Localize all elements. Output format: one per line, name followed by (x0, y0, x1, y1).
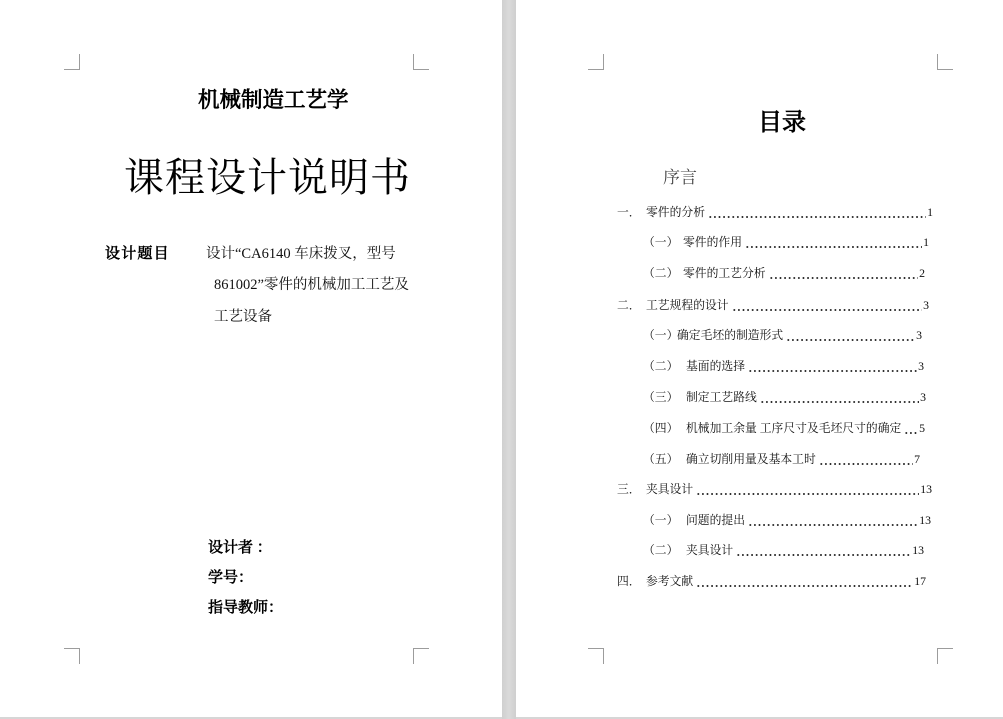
toc-entry-number: 三． (617, 482, 641, 496)
toc-entry-page: 3 (920, 390, 926, 404)
toc-leader-dots (748, 512, 918, 528)
toc-entry-page: 5 (919, 421, 925, 435)
corner-mark-bottom-right (937, 648, 953, 664)
toc-entry-title: 确立切削用量及基本工时 (686, 452, 816, 466)
toc-entry-page: 13 (912, 543, 924, 557)
topic-line: 861002”零件的机械加工工艺及 (214, 277, 409, 293)
toc-entry-title: 零件的工艺分析 (683, 266, 766, 280)
topic-line: 工艺设备 (214, 309, 272, 325)
cover-title: 机械制造工艺学 (198, 88, 349, 112)
page-gap (502, 0, 516, 719)
corner-mark-bottom-right (413, 648, 429, 664)
toc-leader-dots (786, 327, 915, 343)
toc-leader-dots (819, 451, 913, 467)
corner-mark-bottom-left (64, 648, 80, 664)
toc-entry[interactable] (643, 234, 929, 250)
toc-entry[interactable] (643, 265, 925, 281)
advisor-label: 指导教师： (208, 600, 284, 616)
toc-entry-number: 一． (617, 205, 641, 219)
corner-mark-bottom-left (588, 648, 604, 664)
toc-entry-number: （二） (643, 543, 679, 557)
toc-entry-page: 1 (923, 235, 929, 249)
toc-entry-page: 17 (914, 574, 926, 588)
corner-mark-top-right (413, 54, 429, 70)
toc-entry[interactable] (643, 358, 924, 374)
toc-entry-title: 零件的分析 (646, 205, 705, 219)
page-cover[interactable] (0, 0, 502, 717)
toc-leader-dots (708, 204, 926, 220)
toc-entry[interactable] (643, 389, 926, 405)
toc-entry-number: （一） (643, 328, 679, 342)
toc-entry[interactable] (617, 297, 929, 313)
toc-entry-title: 参考文献 (646, 574, 694, 588)
toc-entry-page: 2 (919, 266, 925, 280)
toc-leader-dots (696, 481, 919, 497)
toc-entry-title: 问题的提出 (686, 513, 745, 527)
toc-entry-title: 制定工艺路线 (686, 390, 757, 404)
student-id-label: 学号： (208, 570, 254, 586)
toc-leader-dots (732, 297, 923, 313)
toc-entry-title: 机械加工余量 工序尺寸及毛坯尺寸的确定 (686, 421, 902, 435)
toc-entry-page: 3 (918, 359, 924, 373)
toc-entry-page: 3 (923, 298, 929, 312)
toc-leader-dots (760, 389, 919, 405)
toc-leader-dots (904, 420, 918, 436)
toc-entry-number: （一） (643, 513, 679, 527)
toc-leader-dots (748, 358, 917, 374)
toc-heading: 目录 (758, 110, 806, 136)
toc-entry-title: 确定毛坯的制造形式 (677, 328, 784, 342)
toc-entry-number: （五） (643, 452, 679, 466)
toc-entry[interactable] (617, 573, 926, 589)
toc-leader-dots (769, 265, 919, 281)
toc-entry-title: 工艺规程的设计 (646, 298, 729, 312)
toc-entry-number: （二） (643, 359, 679, 373)
toc-entry-page: 3 (916, 328, 922, 342)
toc-leader-dots (745, 234, 922, 250)
toc-entry-page: 13 (919, 513, 931, 527)
toc-entry[interactable] (643, 327, 922, 343)
toc-entry-title: 夹具设计 (686, 543, 734, 557)
toc-entry-page: 7 (914, 452, 920, 466)
toc-leader-dots (736, 542, 911, 558)
topic-line: 设计“CA6140 车床拨叉，型号 (206, 246, 396, 262)
corner-mark-top-right (937, 54, 953, 70)
cover-subtitle: 课程设计说明书 (124, 155, 411, 200)
toc-entry-number: （二） (643, 266, 679, 280)
toc-entry[interactable] (617, 481, 932, 497)
toc-entry-page: 1 (927, 205, 933, 219)
topic-label: 设计题目 (105, 246, 170, 262)
toc-entry-title: 基面的选择 (686, 359, 745, 373)
toc-preface-entry[interactable]: 序言 (663, 168, 697, 187)
toc-entry-number: （三） (643, 390, 679, 404)
corner-mark-top-left (64, 54, 80, 70)
toc-entry-number: 四． (617, 574, 641, 588)
toc-entry-page: 13 (920, 482, 932, 496)
toc-entry[interactable] (643, 451, 920, 467)
toc-entry[interactable] (643, 420, 925, 436)
toc-entry-number: 二． (617, 298, 641, 312)
toc-entry-title: 夹具设计 (646, 482, 694, 496)
corner-mark-top-left (588, 54, 604, 70)
toc-entry[interactable] (643, 512, 931, 528)
toc-entry-number: （四） (643, 421, 679, 435)
toc-entry[interactable] (617, 204, 933, 220)
page-table-of-contents[interactable] (516, 0, 1003, 717)
toc-entry[interactable] (643, 542, 924, 558)
toc-entry-number: （一） (643, 235, 679, 249)
toc-entry-title: 零件的作用 (683, 235, 742, 249)
toc-leader-dots (696, 573, 913, 589)
designer-label: 设计者 ： (208, 540, 272, 556)
